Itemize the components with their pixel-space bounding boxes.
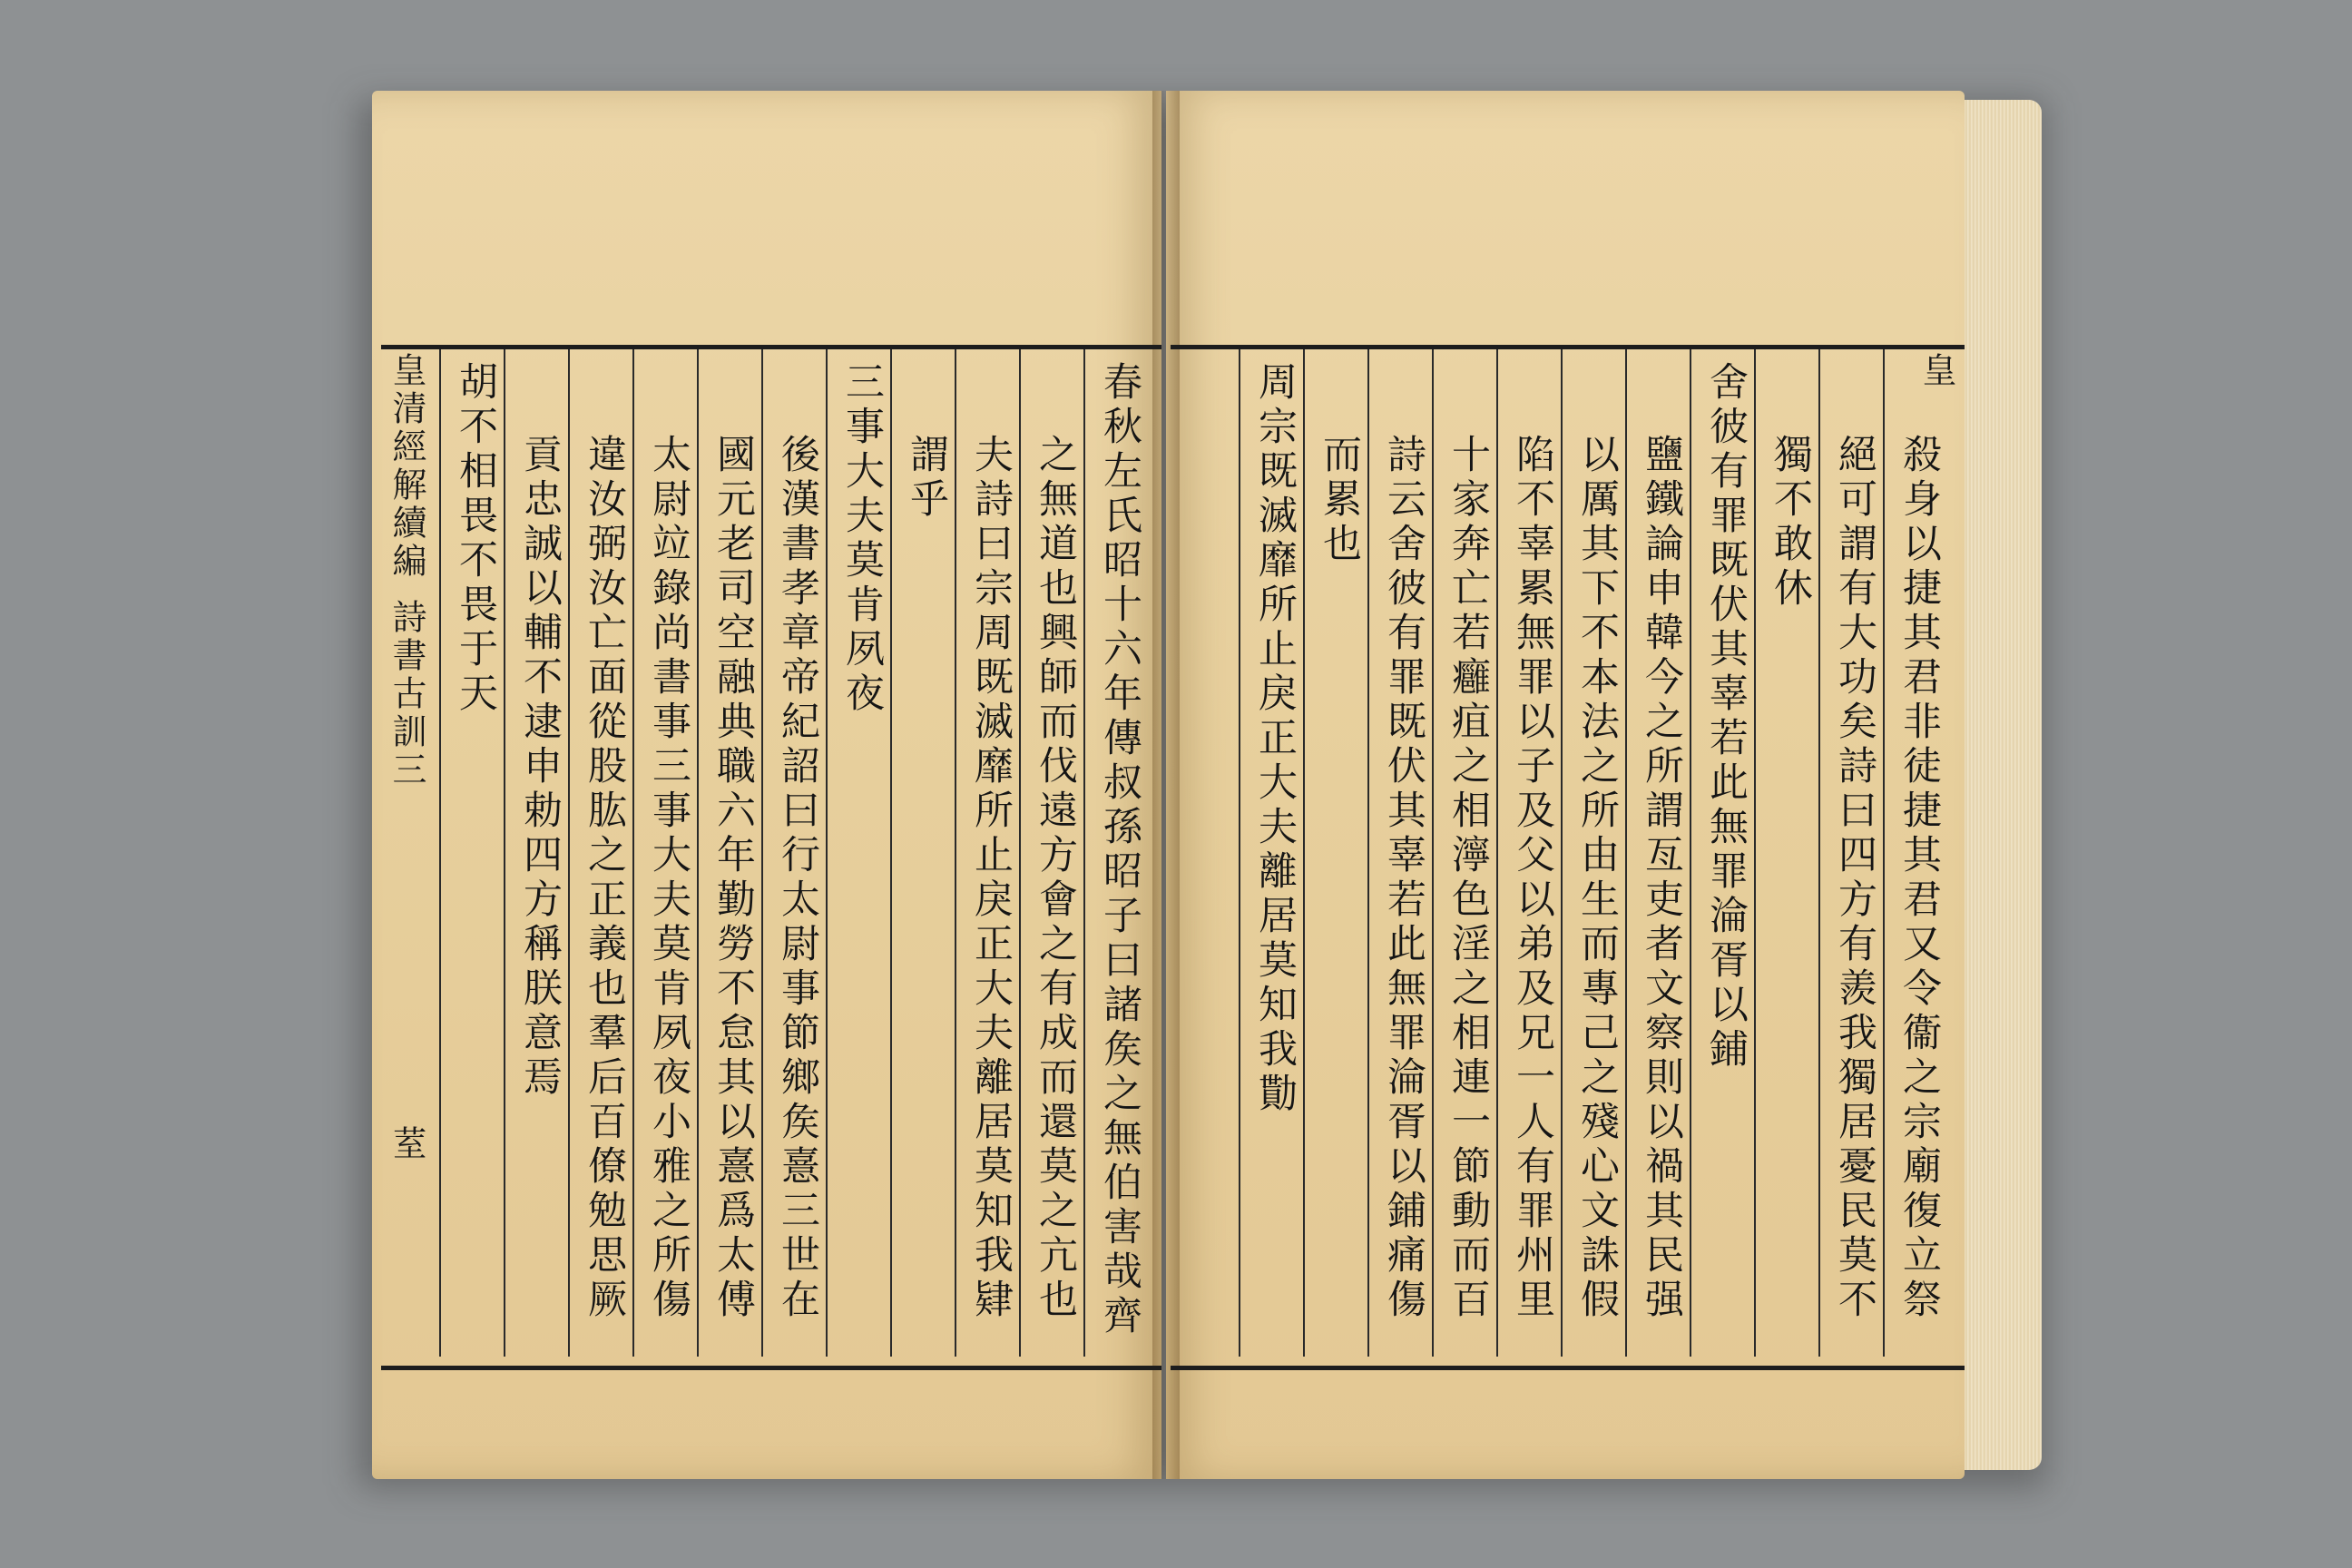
text-column: 太尉竝錄尚書事三事大夫莫肯夙夜小雅之所傷	[646, 434, 691, 1323]
book-title-margin	[387, 352, 432, 1241]
text-column: 謂乎	[904, 434, 949, 523]
text-column: 十家奔亡若癰疽之相濘色淫之相連一節動而百	[1446, 434, 1491, 1323]
text-column: 獨不敢休	[1768, 434, 1813, 612]
book-title-margin: 皇	[1916, 352, 1956, 387]
text-column: 胡不相畏不畏于天	[453, 361, 498, 717]
text-column: 鹽鐵論申韓今之所謂亙吏者文察則以禍其民强	[1639, 434, 1684, 1323]
column-rule	[439, 349, 441, 1357]
page-number: 荎	[387, 1125, 426, 1160]
text-column: 而累也	[1317, 434, 1362, 567]
text-column: 周宗既滅靡所止戾正大夫離居莫知我勩	[1252, 361, 1298, 1117]
text-column: 貢忠誠以輔不逮申勅四方稱朕意焉	[517, 434, 563, 1101]
text-column: 國元老司空融典職六年勤勞不怠其以憙爲太傅	[710, 434, 756, 1323]
book-title: 皇清經解續編	[387, 352, 426, 581]
text-column: 春秋左氏昭十六年傳叔孫昭子曰諸矦之無伯害哉齊	[1097, 361, 1142, 1339]
text-column: 夫詩曰宗周既滅靡所止戾正大夫離居莫知我肄	[968, 434, 1014, 1323]
section-title: 詩書古訓三	[387, 599, 426, 789]
text-column: 殺身以捷其君非徒捷其君又令衞之宗廟復立祭	[1896, 434, 1942, 1323]
text-column: 以厲其下不本法之所由生而專己之殘心文誅假	[1574, 434, 1620, 1323]
page-edges	[1965, 100, 2042, 1470]
text-column: 絕可謂有大功矣詩曰四方有羨我獨居憂民莫不	[1832, 434, 1877, 1323]
text-column: 之無道也興師而伐遠方會之有成而還莫之亢也	[1033, 434, 1078, 1323]
text-column: 舍彼有罪既伏其辜若此無罪淪胥以鋪	[1703, 361, 1749, 1073]
text-column: 三事大夫莫肯夙夜	[839, 361, 885, 717]
text-column: 詩云舍彼有罪既伏其辜若此無罪淪胥以鋪痛傷	[1381, 434, 1426, 1323]
text-column: 後漢書孝章帝紀詔曰行太尉事節鄉矦憙三世在	[775, 434, 820, 1323]
column-rule	[1239, 349, 1240, 1357]
text-column: 違汝弼汝亡面從股肱之正義也羣后百僚勉思厥	[582, 434, 627, 1323]
text-column: 陷不辜累無罪以子及父以弟及兄一人有罪州里	[1510, 434, 1555, 1323]
